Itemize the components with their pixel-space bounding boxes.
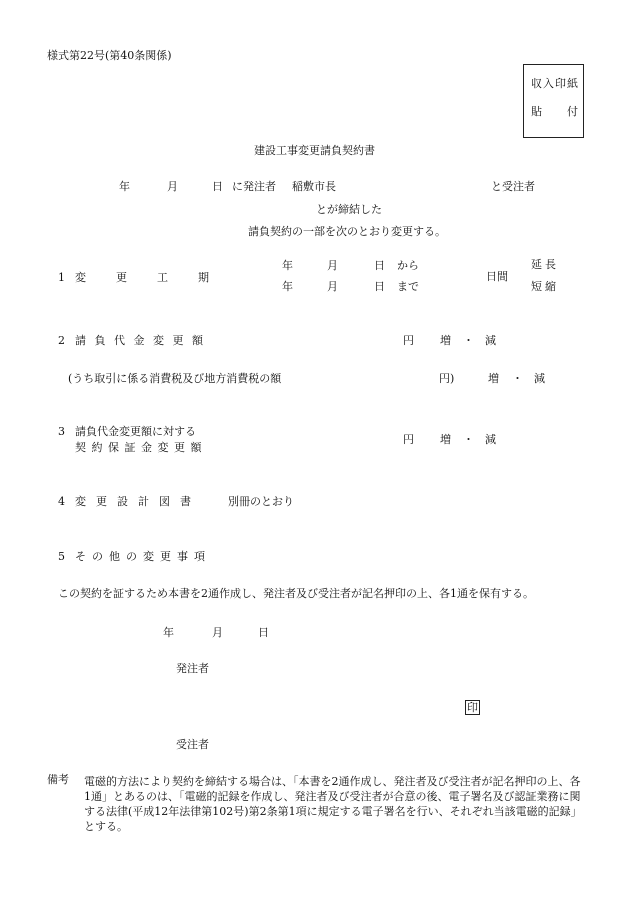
intro-line2: とが締結した <box>316 203 382 216</box>
stamp-affix-right: 付 <box>567 105 578 118</box>
date-day: 日 <box>258 626 269 639</box>
intro-orderer-prefix: に発注者 <box>232 180 276 193</box>
item3-number: 3 <box>58 425 65 438</box>
item3-label-line2: 契約保証金変更額 <box>75 441 207 454</box>
item1-from-suffix: から <box>397 259 419 272</box>
item2-dot: ・ <box>463 334 474 347</box>
date-month: 月 <box>212 626 223 639</box>
item3-yen: 円 <box>403 433 414 446</box>
form-number: 様式第22号(第40条関係) <box>47 49 172 62</box>
item4-number: 4 <box>58 495 65 508</box>
item1-days: 日間 <box>486 270 508 283</box>
contractor-label: 受注者 <box>176 738 209 751</box>
item2-tax-increase: 増 <box>488 372 499 385</box>
item2-yen: 円 <box>403 334 414 347</box>
item3-dot: ・ <box>463 433 474 446</box>
intro-year: 年 <box>119 180 130 193</box>
seal-mark: 印 <box>467 701 478 714</box>
intro-day: 日 <box>212 180 223 193</box>
item1-to-year: 年 <box>282 280 293 293</box>
item2-tax-yen: 円) <box>439 372 455 385</box>
item1-to-day: 日 <box>374 280 385 293</box>
item2-decrease: 減 <box>485 334 496 347</box>
date-year: 年 <box>163 626 174 639</box>
item1-to-suffix: まで <box>397 280 419 293</box>
item1-shorten: 短縮 <box>531 280 559 293</box>
closing-statement: この契約を証するため本書を2通作成し、発注者及び受注者が記名押印の上、各1通を保有する。 <box>58 587 534 600</box>
item1-label-text: 変更工期 <box>75 271 239 284</box>
orderer-label: 発注者 <box>176 662 209 675</box>
document-title: 建設工事変更請負契約書 <box>254 144 375 157</box>
item3-increase: 増 <box>440 433 451 446</box>
intro-month: 月 <box>167 180 178 193</box>
item1-from-month: 月 <box>327 259 338 272</box>
item1-from-year: 年 <box>282 259 293 272</box>
item1-to-month: 月 <box>327 280 338 293</box>
stamp-affix-left: 貼 <box>531 105 542 118</box>
item2-tax-decrease: 減 <box>534 372 545 385</box>
item4-value: 別冊のとおり <box>228 495 294 508</box>
remark-text: 電磁的方法により契約を締結する場合は、「本書を2通作成し、発注者及び受注者が記名押印の上、各1通」とあるのは、「電磁的記録を作成し、発注者及び受注者が合意の後、電子署名及び認証業務に関する法律(平成12年法律第102号)第2条第1項に規定する電子署名を行い、それぞれ当該電磁的記録」とする。 <box>84 775 582 833</box>
item2-tax-dot: ・ <box>512 372 523 385</box>
item2-number: 2 <box>58 334 65 347</box>
item5-label: その他の変更事項 <box>75 550 211 563</box>
item2-label: 請負代金変更額 <box>75 334 212 347</box>
item1-from-day: 日 <box>374 259 385 272</box>
item5-number: 5 <box>58 550 65 563</box>
item1-extend: 延長 <box>531 258 559 271</box>
item3-decrease: 減 <box>485 433 496 446</box>
remark-label: 備考 <box>47 773 69 786</box>
item2-increase: 増 <box>440 334 451 347</box>
item4-label: 変更設計図書 <box>75 495 201 508</box>
intro-contractor-suffix: と受注者 <box>491 180 535 193</box>
item3-label-line1: 請負代金変更額に対する <box>75 425 196 438</box>
stamp-box-affix <box>531 106 578 117</box>
item2-tax-label: (うち取引に係る消費税及び地方消費税の額 <box>68 372 282 385</box>
item1-label <box>75 271 239 284</box>
stamp-box-label: 収入印紙 <box>531 77 579 90</box>
revenue-stamp-box <box>523 64 584 138</box>
intro-orderer-name: 稲敷市長 <box>292 180 336 193</box>
item1-number: 1 <box>58 271 65 284</box>
intro-line3: 請負契約の一部を次のとおり変更する。 <box>248 225 446 238</box>
